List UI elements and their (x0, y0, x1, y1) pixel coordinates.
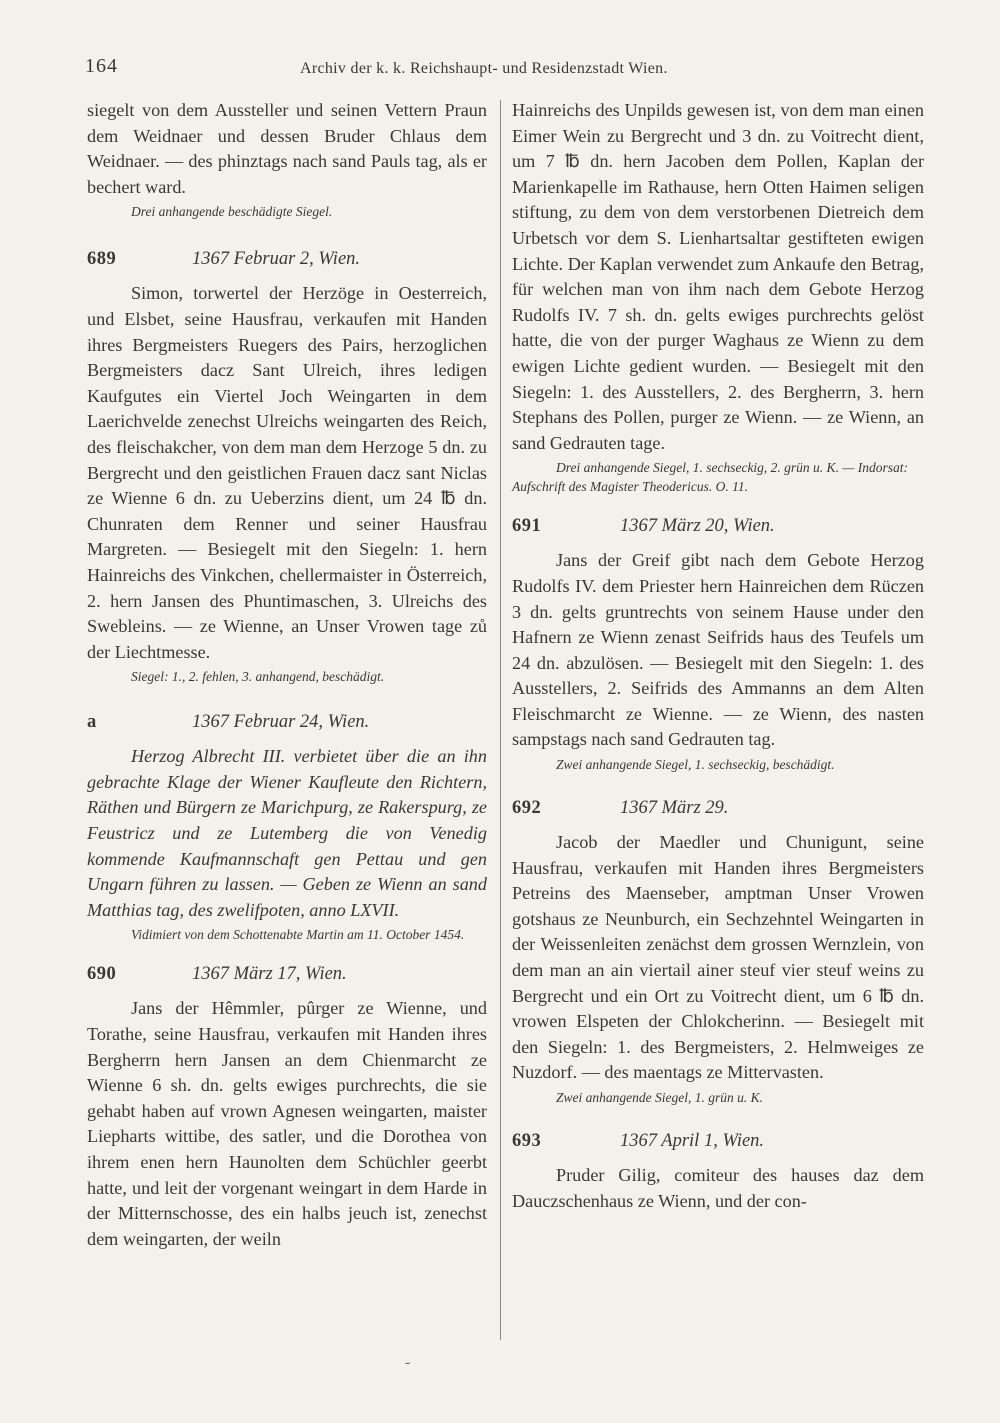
running-title: Archiv der k. k. Reichshaupt- und Residenzstadt Wien. (300, 60, 668, 77)
entry-689-heading (87, 247, 487, 273)
entry-690-text: Jans der Hêmmler, pûrger ze Wienne, und Torathe, seine Hausfrau, verkaufen mit Handen ihres Bergherrn hern Jansen an dem Chienmarcht ze Wienne 6 sh. dn. gelts ewiges purchrechts, die sie gehabt haben auf vrown Agnesen weingarten, maister Liepharts wittibe, des satler, und die Dorothea von ihrem enen hern Haunolten dem Schüchler geerbt hatte, und leit der vorgenant weingart in dem Harde in der Mitternschosse, des ein halbs jeuch ist, zenechst dem weingarten, der weiln (87, 998, 487, 1249)
page-number: 164 (85, 55, 118, 77)
entry-number: 692 (512, 798, 542, 819)
column-divider (500, 100, 501, 1340)
entry-691-heading (512, 514, 924, 540)
entry-number: 689 (87, 249, 117, 270)
entry-date: 1367 März 20, Wien. (620, 516, 775, 537)
entry-689-text: Simon, torwertel der Herzöge in Oesterreich, und Elsbet, seine Hausfrau, verkaufen mit Handen ihres Bergmeisters Ruegers des Pairs, herzoglichen Bergmeisters dacz Sant Ulreich, ihres ledigen Kaufgutes ein Viertel Joch Weingarten in dem Laerichvelde zenechst Ulreichs weingarten des Reich, des fleischakcher, von dem man dem Herzoge 5 dn. zu Bergrecht und den geistlichen Frauen dacz sant Niclas ze Wienne 6 dn. zu Ueberzins dient, um 24 ℔ dn. Chunraten dem Renner und seiner Hausfrau Margreten. — Besiegelt mit den Siegeln: 1. hern Hainreichs des Vinkchen, chellermaister in Österreich, 2. hern Jansen des Phuntimaschen, 3. Ulreichs des Swebleins. — ze Wienne, an Unser Vrowen tage zů der Liechtmesse. (87, 283, 487, 662)
entry-691-seal: Zwei anhangende Siegel, 1. sechseckig, beschädigt. (556, 757, 835, 773)
entry-date: 1367 Februar 2, Wien. (192, 249, 361, 270)
entry-691-text: Jans der Greif gibt nach dem Gebote Herzog Rudolfs IV. dem Priester hern Hainreichen dem Rüczen 3 dn. gelts gruntrechts von seinem Hause under den Hafnern ze Wienn zenast Seifrids haus des Teufels um 24 dn. abzulösen. — Besiegelt mit den Siegeln: 1. des Ausstellers, 2. Seifrids des Ammanns an dem Alten Fleischmarcht ze Wienne. — ze Wienn, des nasten sampstags nach sand Gedrauten tag. (512, 550, 924, 750)
intro-text: siegelt von dem Aussteller und seinen Vettern Praun dem Weidnaer und dessen Bruder Chlaus dem Weidnaer. — des phinztags nach sand Pauls tag, als er bechert ward. (87, 100, 487, 197)
continuation-text: Hainreichs des Unpilds gewesen ist, von dem man einen Eimer Wein zu Bergrecht und 3 dn. zu Voitrecht dient, um 7 ℔ dn. hern Jacoben dem Pollen, Kaplan der Marienkapelle im Rathause, hern Otten Haimen seligen stiftung, zu dem von dem verstorbenen Dietreich dem Urbetsch vor dem S. Lienhartsaltar gestifteten ewigen Lichte. Der Kaplan verwendet zum Ankaufe den Betrag, für welchen man von ihm nach dem Gebote Herzog Rudolfs IV. 7 sh. dn. gelts ewiges purchrechts gelöst hatte, die von der purger Waghaus ze Wienn zu dem ewigen Lichte gedient wurden. — Besiegelt mit den Siegeln: 1. des Ausstellers, 2. des Bergherrn, 3. hern Stephans des Pollen, purger ze Wienn. — ze Wienn, an sand Gedrauten tage. (512, 100, 924, 453)
intro-seal-note: Drei anhangende beschädigte Siegel. (131, 204, 333, 220)
left-column (87, 98, 487, 1252)
continuation-seal-note: Drei anhangende Siegel, 1. sechseckig, 2. grün u. K. — Indorsat: Aufschrift des Magister Theodericus. O. 11. (512, 460, 908, 495)
entry-number: 693 (512, 1131, 542, 1151)
entry-692-text: Jacob der Maedler und Chunigunt, seine Hausfrau, verkaufen mit Handen ihres Bergmeisters Petreins des Maenseber, amptman Unser Vrowen gotshaus ze Neunburch, ein Sechzehntel Weingarten in der Weissenleiten zenächst dem grossen Wernzlein, von dem man an ain viertail ainer steuf vier steuf weins zu Bergrecht und ein Ort zu Voitrecht dient, um 6 ℔ dn. vrowen Elspeten der Chlokcherinn. — Besiegelt mit den Siegeln: 1. des Bergmeisters, 2. Helmweiges ze Nuzdorf. — des maentags ze Mittervasten. (512, 832, 924, 1083)
right-column (512, 98, 924, 1214)
entry-692-seal: Zwei anhangende Siegel, 1. grün u. K. (556, 1090, 763, 1105)
entry-693-heading (512, 1129, 924, 1155)
entry-692-heading (512, 796, 924, 822)
entry-number: 690 (87, 964, 117, 985)
entry-number: a (87, 712, 97, 733)
entry-a-heading (87, 710, 487, 736)
entry-689-seal: Siegel: 1., 2. fehlen, 3. anhangend, beschädigt. (131, 669, 385, 685)
entry-date: 1367 März 17, Wien. (192, 964, 347, 985)
entry-693-text: Pruder Gilig, comiteur des hauses daz dem Dauczschenhaus ze Wienn, und der con- (512, 1165, 924, 1211)
entry-690-heading (87, 962, 487, 988)
entry-number: 691 (512, 516, 542, 537)
entry-a-seal: Vidimiert von dem Schottenabte Martin am 11. October 1454. (131, 927, 465, 943)
entry-date: 1367 Februar 24, Wien. (192, 712, 370, 733)
entry-date: 1367 April 1, Wien. (620, 1131, 765, 1151)
footer-mark: - (405, 1354, 411, 1371)
entry-a-text: Herzog Albrecht III. verbietet über die an ihn gebrachte Klage der Wiener Kaufleute den Richtern, Räthen und Bürgern ze Marichpurg, ze Rakerspurg, ze Feustricz und ze Lutemberg die von Venedig kommende Kaufmannschaft gen Pettau und gen Ungarn führen zu lassen. — Geben ze Wienn an sand Matthias tag, des zwelifpoten, anno LXVII. (87, 746, 487, 920)
entry-date: 1367 März 29. (620, 798, 729, 819)
